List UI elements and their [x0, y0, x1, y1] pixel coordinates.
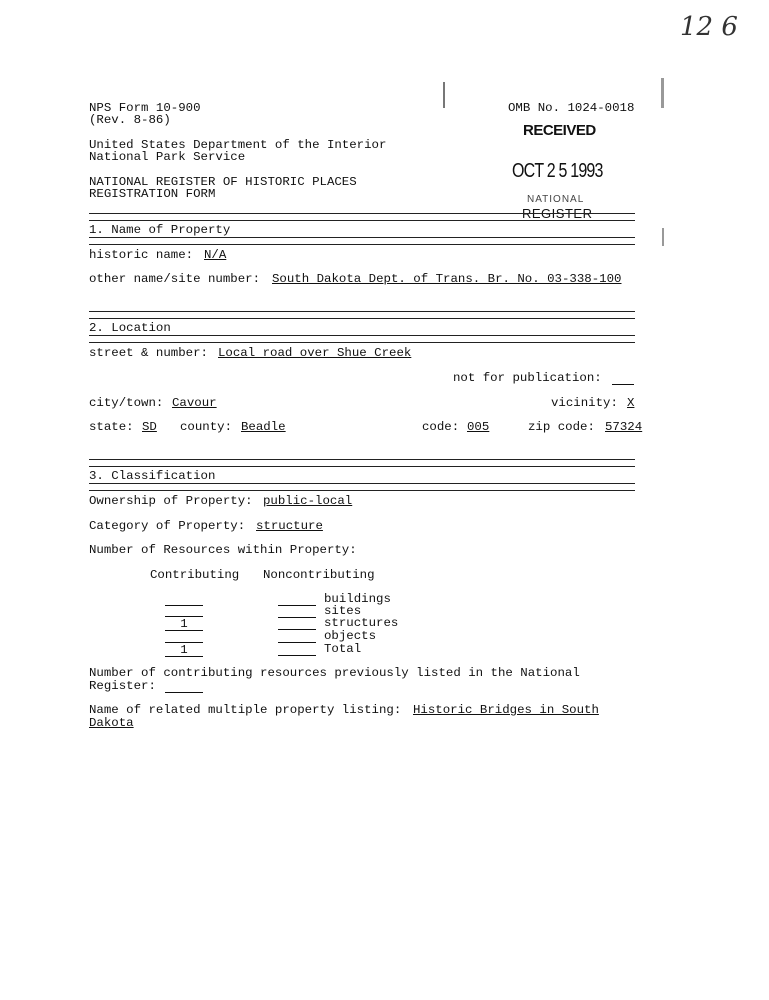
- vicinity-label: vicinity:: [551, 396, 618, 410]
- other-name-value: South Dakota Dept. of Trans. Br. No. 03-338-100: [272, 272, 622, 286]
- noncontributing-count: [278, 642, 316, 656]
- received-date: OCT 2 5 1993: [512, 160, 603, 182]
- contributing-count: [165, 629, 203, 643]
- state-label: state:: [89, 420, 134, 434]
- resource-type: structures: [324, 616, 399, 630]
- form-title-line2: REGISTRATION FORM: [89, 187, 216, 201]
- county-label: county:: [180, 420, 233, 434]
- multiple-listing-label: Name of related multiple property listing:: [89, 703, 402, 717]
- section2-heading: 2. Location: [89, 321, 171, 335]
- stamp-national: NATIONAL: [527, 194, 585, 205]
- noncontributing-column-header: Noncontributing: [263, 568, 375, 582]
- contributing-count: [165, 592, 203, 606]
- street-label: street & number:: [89, 346, 208, 360]
- stamp-register: REGISTER: [522, 206, 593, 221]
- scan-mark: [443, 82, 445, 108]
- scan-mark: [661, 78, 664, 108]
- category-value: structure: [256, 519, 323, 533]
- form-revision: (Rev. 8-86): [89, 113, 171, 127]
- service: National Park Service: [89, 150, 246, 164]
- previously-listed-label-continued: Register:: [89, 679, 156, 693]
- noncontributing-count: [278, 616, 316, 630]
- section3-heading: 3. Classification: [89, 469, 216, 483]
- zip-value: 57324: [605, 420, 643, 434]
- resources-label: Number of Resources within Property:: [89, 543, 357, 557]
- section-divider: [89, 459, 635, 467]
- section-divider: [89, 311, 635, 319]
- street-value: Local road over Shue Creek: [218, 346, 412, 360]
- scan-mark: [662, 228, 664, 246]
- contributing-count: 1: [165, 616, 203, 631]
- not-for-publication-label: not for publication:: [453, 371, 602, 385]
- section-divider: [89, 335, 635, 343]
- handwritten-note: 12 6: [680, 12, 738, 42]
- section-divider: [89, 483, 635, 491]
- zip-label: zip code:: [528, 420, 595, 434]
- form-title-line1: NATIONAL REGISTER OF HISTORIC PLACES: [89, 175, 357, 189]
- department: United States Department of the Interior: [89, 138, 387, 152]
- historic-name-label: historic name:: [89, 248, 194, 262]
- historic-name-value: N/A: [204, 248, 227, 262]
- multiple-listing-value: Historic Bridges in South: [413, 703, 599, 717]
- ownership-value: public-local: [263, 494, 353, 508]
- resource-type: buildings: [324, 592, 391, 606]
- resource-type: Total: [324, 642, 362, 656]
- city-label: city/town:: [89, 396, 164, 410]
- section-divider: [89, 213, 635, 221]
- not-for-publication-blank: [612, 384, 634, 385]
- previously-listed-label: Number of contributing resources previously listed in the National: [89, 666, 580, 680]
- form-number: NPS Form 10-900: [89, 101, 201, 115]
- resource-type: objects: [324, 629, 377, 643]
- code-value: 005: [467, 420, 490, 434]
- state-value: SD: [142, 420, 157, 434]
- multiple-listing-value-continued: Dakota: [89, 716, 134, 730]
- contributing-count: 1: [165, 642, 203, 657]
- section-divider: [89, 237, 635, 245]
- county-value: Beadle: [241, 420, 286, 434]
- code-label: code:: [422, 420, 460, 434]
- vicinity-value: X: [627, 396, 635, 410]
- resource-type: sites: [324, 604, 362, 618]
- received-stamp: RECEIVED: [523, 122, 596, 139]
- other-name-label: other name/site number:: [89, 272, 261, 286]
- city-value: Cavour: [172, 396, 217, 410]
- noncontributing-count: [278, 629, 316, 643]
- previously-listed-blank: [165, 692, 203, 693]
- contributing-column-header: Contributing: [150, 568, 240, 582]
- category-label: Category of Property:: [89, 519, 246, 533]
- section1-heading: 1. Name of Property: [89, 223, 231, 237]
- ownership-label: Ownership of Property:: [89, 494, 253, 508]
- omb-number: OMB No. 1024-0018: [508, 101, 635, 115]
